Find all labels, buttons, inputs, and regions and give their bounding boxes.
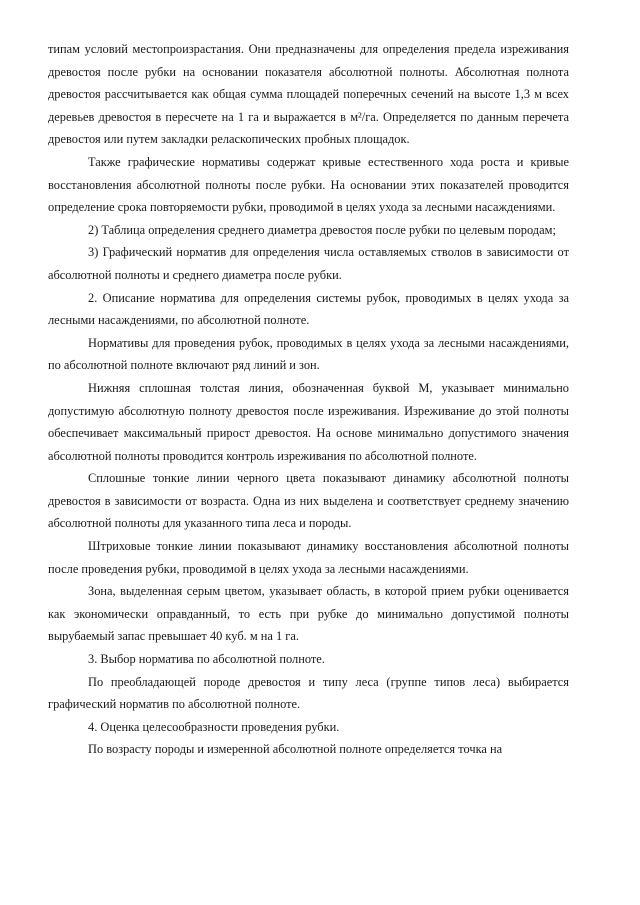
paragraph-list-item-3: 3) Графический норматив для определения числа оставляемых стволов в зависимости от абсолютной полноты и среднего диаметра после рубки. [48, 245, 569, 282]
paragraph-dashed-lines: Штриховые тонкие линии показывают динамику восстановления абсолютной полноты после проведения рубки, проводимой в целях ухода за лесными насаждениями. [48, 539, 569, 576]
paragraph-growth-curves: Также графические нормативы содержат кривые естественного хода роста и кривые восстановления абсолютной полноты после рубки. На основании этих показателей проводится определение срока повторяемости рубки, проводимой в целях ухода за лесными насаждениями. [48, 154, 569, 215]
paragraph-section-4-heading: 4. Оценка целесообразности проведения рубки. [88, 719, 340, 734]
paragraph-line-m: Нижняя сплошная толстая линия, обозначенная буквой М, указывает минимально допустимую абсолютную полноту древостоя после изреживания. Изреживание до этой полноты обеспечивает максимальный прирост древостоя. На основе минимально допустимого значения абсолютной полноты проводится контроль изреживания по абсолютной полноте. [48, 380, 569, 463]
paragraph-basal-area-definition: типам условий местопроизрастания. Они предназначены для определения предела изреживания древостоя после рубки на основании показателя абсолютной полноты. Абсолютная полнота древостоя рассчитывается как общая сумма площадей поперечных сечений на высоте 1,3 м всех деревьев древостоя в пересчете на 1 га и выражается в м²/га. Определяется по данным перечета древостоя или путем закладки реласкопических пробных площадок. [48, 42, 569, 147]
paragraph-section-3-heading: 3. Выбор норматива по абсолютной полноте. [88, 652, 325, 667]
paragraph-list-item-2: 2) Таблица определения среднего диаметра древостоя после рубки по целевым породам; [88, 222, 556, 237]
paragraph-grey-zone: Зона, выделенная серым цветом, указывает область, в которой прием рубки оценивается как экономически оправданный, то есть при рубке до минимально допустимой полноты вырубаемый запас превышает 40 куб. м на 1 га. [48, 584, 569, 644]
paragraph-section-2-heading: 2. Описание норматива для определения системы рубок, проводимых в целях ухода за лесными насаждениями, по абсолютной полноте. [48, 290, 569, 328]
paragraph-norm-selection: По преобладающей породе древостоя и типу леса (группе типов леса) выбирается графический норматив по абсолютной полноте. [48, 674, 569, 712]
document-page [48, 38, 569, 761]
paragraph-lines-and-zones: Нормативы для проведения рубок, проводимых в целях ухода за лесными насаждениями, по абсолютной полноте включают ряд линий и зон. [48, 335, 569, 373]
paragraph-thin-solid-lines: Сплошные тонкие линии черного цвета показывают динамику абсолютной полноты древостоя в зависимости от возраста. Одна из них выделена и соответствует среднему значению абсолютной полноты для указанного типа леса и породы. [48, 471, 569, 531]
paragraph-point-determination: По возрасту породы и измеренной абсолютной полноте определяется точка на [88, 742, 503, 757]
